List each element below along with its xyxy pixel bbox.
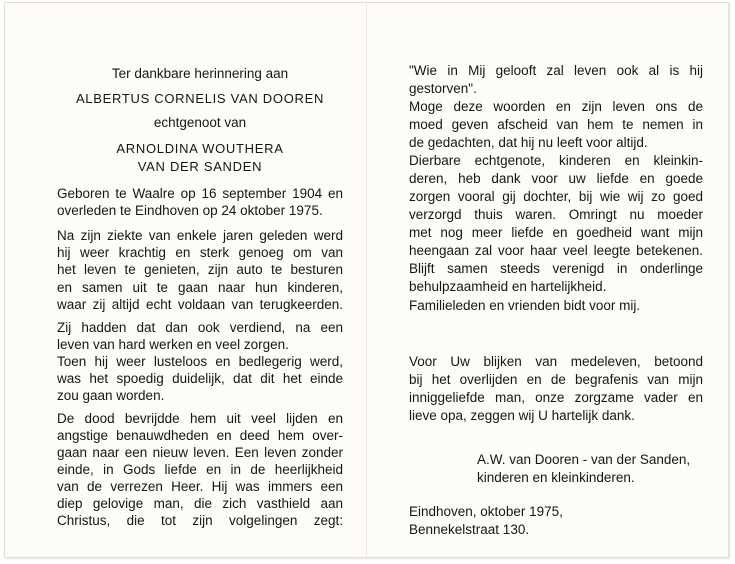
text-line: Moge deze woorden en zijn leven ons de: [409, 99, 703, 114]
text-line: gaan naar een nieuw leven. Een leven zonder: [57, 445, 343, 460]
text-line: heengaan zal voor haar veel leegte betekenen.: [409, 243, 703, 258]
text-line: van de verrezen Heer. Hij was immers een: [57, 479, 343, 494]
spouse-label: echtgenoot van: [153, 115, 247, 130]
text-line: Dierbare echtgenote, kinderen en kleinkin-: [409, 153, 703, 168]
text-line: met nog meer liefde en goedheid want mijn: [409, 225, 703, 240]
deceased-name: ALBERTUS CORNELIS VAN DOOREN: [75, 91, 325, 106]
card-fold: [366, 3, 367, 557]
text-line: Blijft samen steeds verenigd in onderlinge: [409, 261, 703, 276]
quote-line: gestorven".: [409, 81, 477, 96]
memorial-card: [4, 2, 729, 558]
text-line: einde, in Gods liefde en in de heerlijkheid: [57, 462, 343, 477]
signature-line: A.W. van Dooren - van der Sanden,: [477, 452, 691, 467]
text-line: Zij hadden dat dan ook verdiend, na een: [57, 320, 343, 335]
text-line: zou gaan worden.: [57, 388, 165, 403]
text-line: overleden te Eindhoven op 24 oktober 1975.: [57, 203, 323, 218]
text-line: leven van hard werken en veel zorgen.: [57, 337, 289, 352]
text-line: Na zijn ziekte van enkele jaren geleden werd: [57, 228, 343, 243]
text-line: moed geven afscheid van hem te nemen in: [409, 117, 703, 132]
text-line: hij weer krachtig en sterk genoeg om van: [57, 245, 343, 260]
intro-line: Ter dankbare herinnering aan: [111, 66, 289, 81]
text-line: Toen hij weer lusteloos en bedlegerig werd,: [57, 354, 343, 369]
text-line: verzorgd thuis waren. Omringt nu moeder: [409, 207, 703, 222]
thanks-line: lieve opa, zeggen wij U hartelijk dank.: [409, 408, 635, 423]
text-line: deren, heb dank voor uw liefde en goede: [409, 171, 703, 186]
text-line: angstige benauwdheden en deed hem over-: [57, 428, 343, 443]
text-line: en samen uit te gaan naar hun kinderen,: [57, 280, 343, 295]
text-line: zorgen vooral gij dochter, bij wie wij zo goed: [409, 189, 703, 204]
text-line: De dood bevrijdde hem uit veel lijden en: [57, 411, 343, 426]
text-line: diep gelovige man, die zich vasthield aan: [57, 496, 343, 511]
quote-line: "Wie in Mij gelooft zal leven ook al is hij: [409, 63, 703, 78]
signature-line: kinderen en kleinkinderen.: [477, 470, 635, 485]
text-line: behulpzaamheid en hartelijkheid.: [409, 279, 607, 294]
thanks-line: inniggeliefde man, onze zorgzame vader en: [409, 390, 703, 405]
thanks-line: Voor Uw blijken van medeleven, betoond: [409, 354, 703, 369]
spouse-name-line-2: VAN DER SANDEN: [137, 159, 263, 174]
text-line: het leven te genieten, zijn auto te besturen: [57, 262, 343, 277]
text-line: was het spoedig duidelijk, dat dit het einde: [57, 371, 343, 386]
text-line: Christus, die tot zijn volgelingen zegt:: [57, 513, 343, 528]
text-line: Familieleden en vrienden bidt voor mij.: [409, 298, 641, 313]
spouse-name-line-1: ARNOLDINA WOUTHERA: [116, 141, 284, 156]
text-line: waar zij altijd echt voldaan van terugkeerden.: [57, 297, 343, 312]
thanks-line: bij het overlijden en de begrafenis van mijn: [409, 372, 703, 387]
text-line: Geboren te Waalre op 16 september 1904 en: [57, 186, 343, 201]
place-date: Eindhoven, oktober 1975,: [409, 504, 563, 519]
text-line: de gedachten, dat hij nu leeft voor altijd.: [409, 135, 648, 150]
address: Bennekelstraat 130.: [409, 522, 530, 537]
